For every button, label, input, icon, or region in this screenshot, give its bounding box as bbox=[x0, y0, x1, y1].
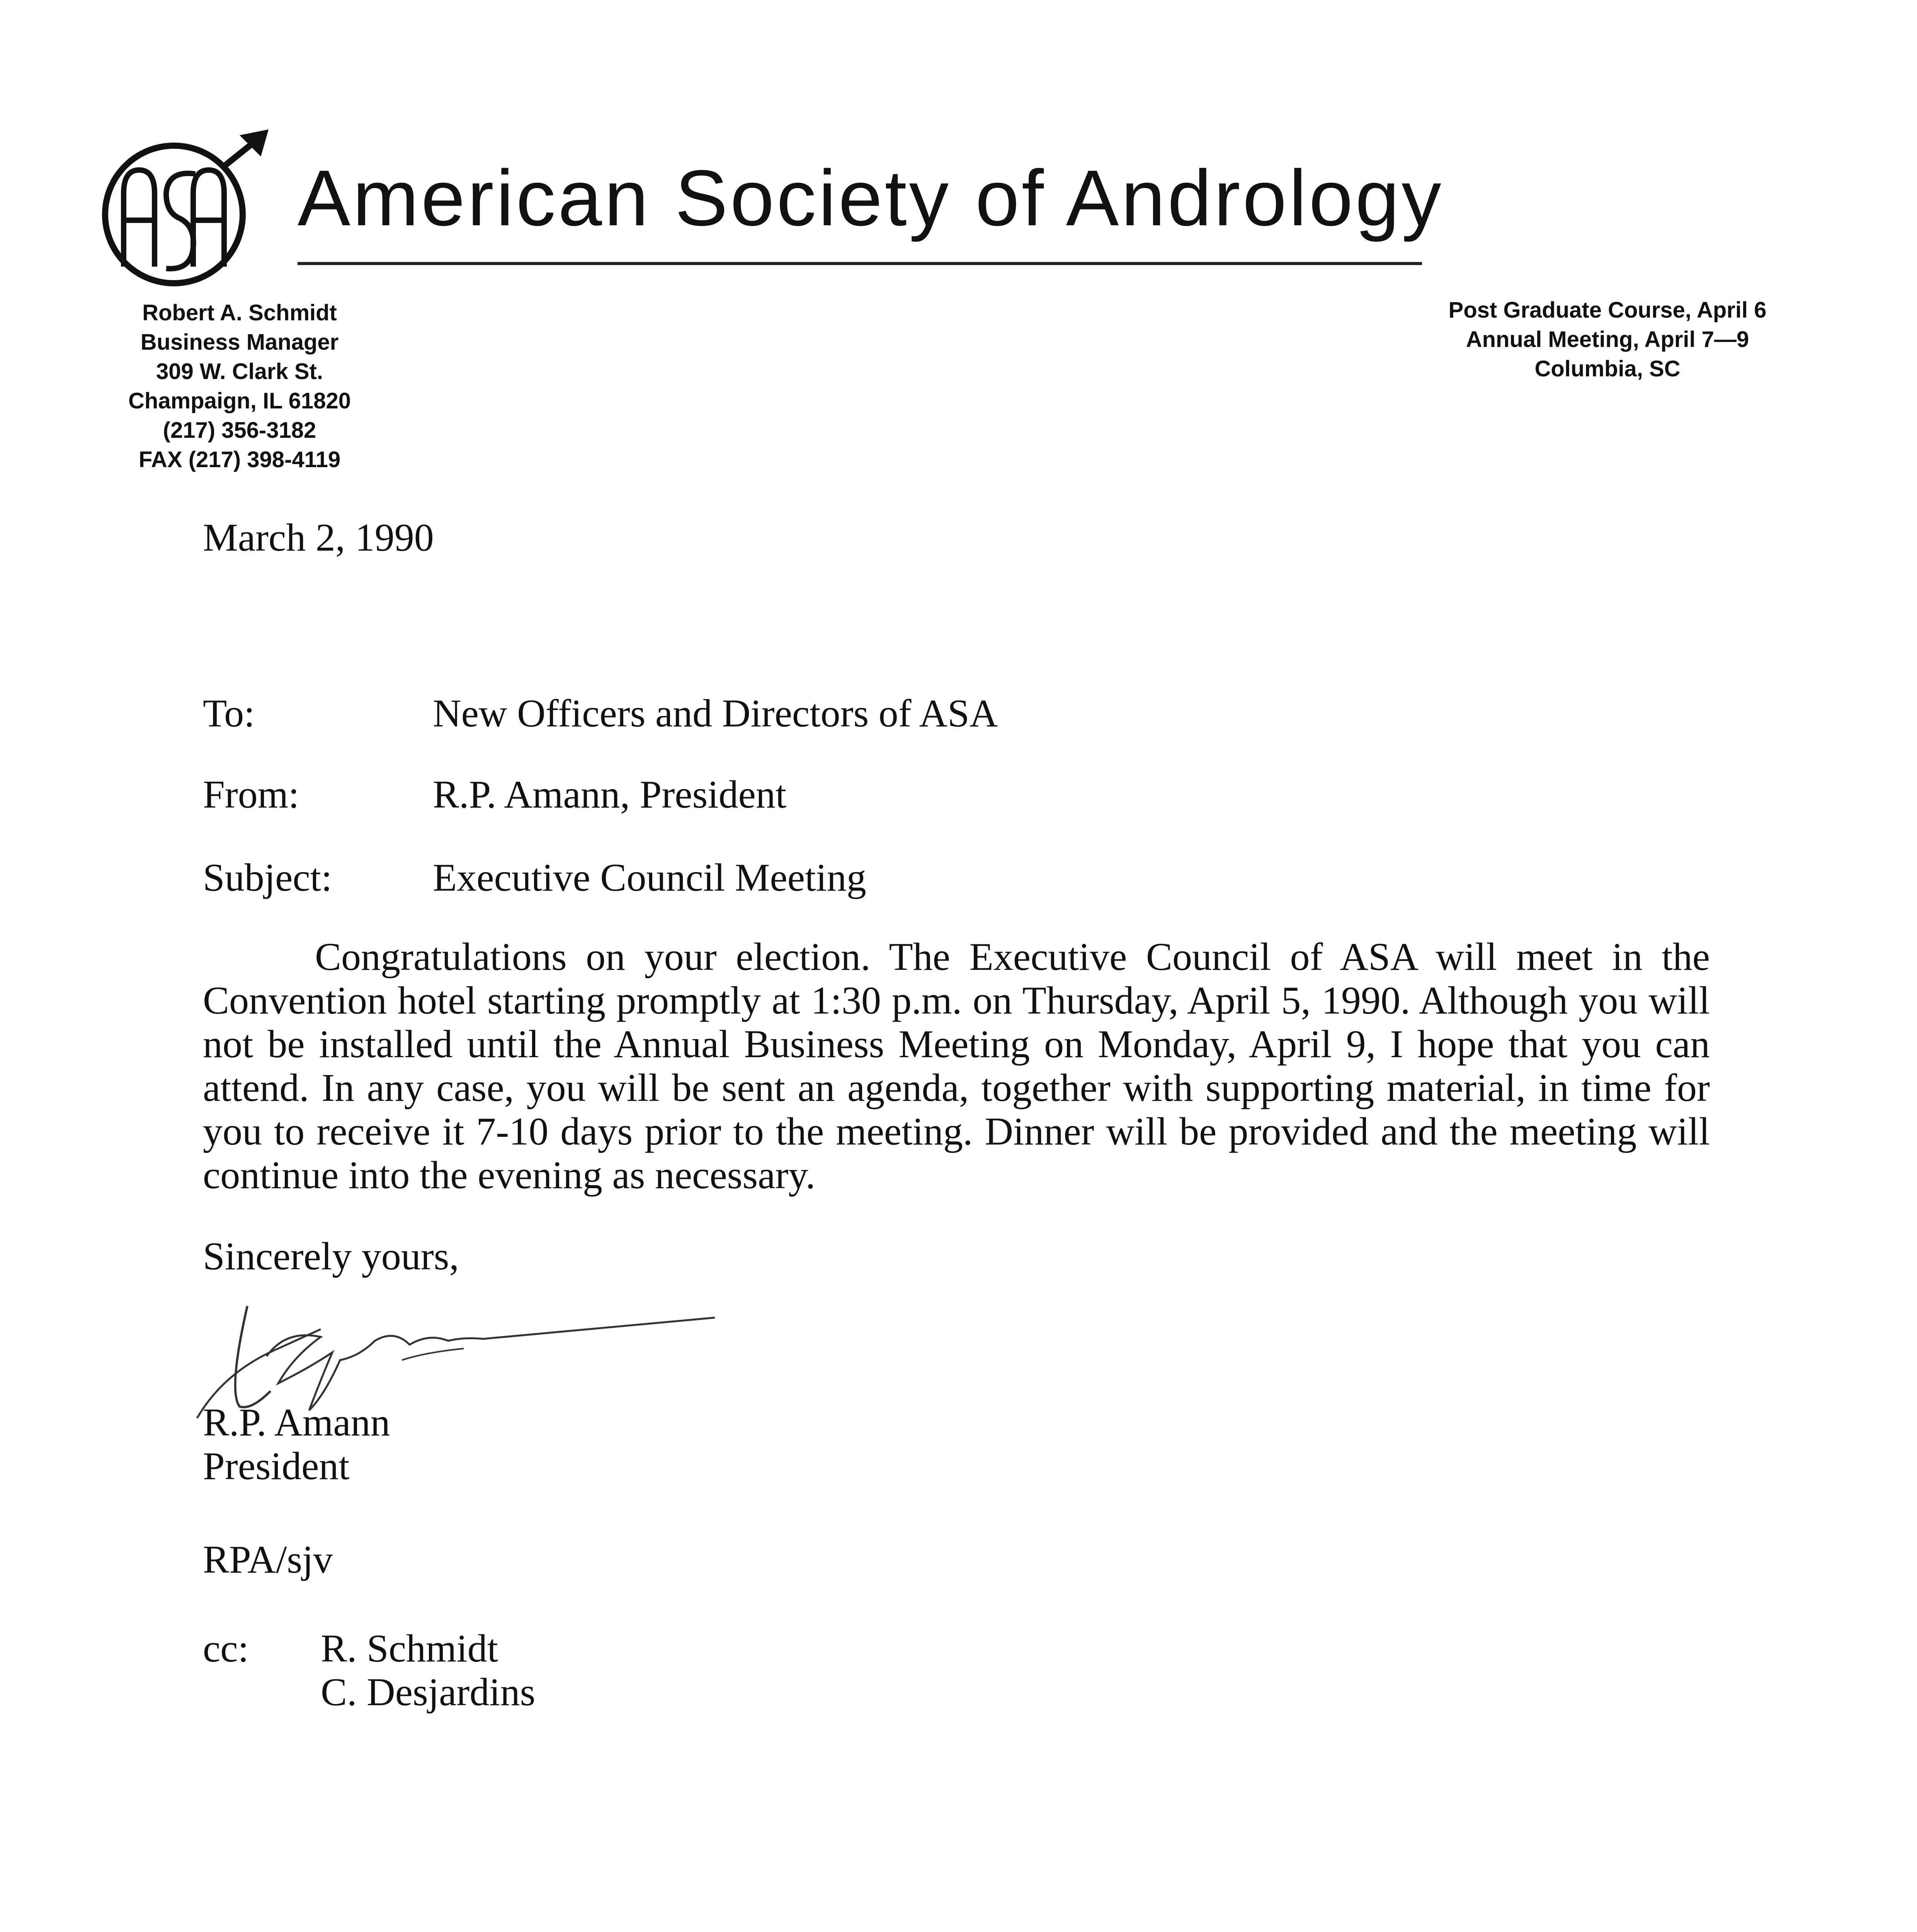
meeting-line: Annual Meeting, April 7—9 bbox=[1466, 327, 1749, 352]
cc-recipient: R. Schmidt bbox=[321, 1627, 498, 1670]
cc-label: cc: bbox=[203, 1627, 249, 1670]
body-paragraph-text: Congratulations on your election. The Executive Council of ASA will meet in the Convention hotel starting promptly at 1:30 p.m. on Thursday, April 5, 1990. Although you will not be installed until the Annual Business Meeting on Monday, April 9, I hope that you can attend. In any case, you will be sent an agenda, together with supporting material, in time for you to receive it 7-10 days prior to the meeting. Dinner will be provided and the meeting will continue into the evening as necessary. bbox=[203, 935, 1710, 1197]
from-value: R.P. Amann, President bbox=[433, 773, 787, 816]
meeting-info-block bbox=[1403, 296, 1812, 384]
manager-line: (217) 356-3182 bbox=[163, 418, 316, 443]
manager-line: Business Manager bbox=[140, 330, 339, 355]
from-label: From: bbox=[203, 773, 299, 816]
business-manager-block bbox=[97, 298, 383, 474]
subject-label: Subject: bbox=[203, 856, 332, 900]
typist-initials: RPA/sjv bbox=[203, 1538, 333, 1582]
organization-name: American Society of Andrology bbox=[298, 154, 1444, 242]
closing: Sincerely yours, bbox=[203, 1235, 459, 1278]
body-paragraph bbox=[203, 935, 1710, 1197]
letterhead-rule bbox=[298, 262, 1422, 265]
to-label: To: bbox=[203, 692, 255, 735]
manager-line: FAX (217) 398-4119 bbox=[138, 447, 341, 472]
signer-name: R.P. Amann bbox=[203, 1401, 390, 1444]
asa-logo bbox=[97, 120, 298, 290]
cc-recipient: C. Desjardins bbox=[321, 1670, 536, 1714]
to-value: New Officers and Directors of ASA bbox=[433, 692, 998, 735]
manager-line: Robert A. Schmidt bbox=[142, 300, 337, 325]
meeting-line: Post Graduate Course, April 6 bbox=[1448, 298, 1767, 323]
meeting-line: Columbia, SC bbox=[1534, 356, 1681, 381]
manager-line: 309 W. Clark St. bbox=[156, 359, 323, 384]
memo-date: March 2, 1990 bbox=[203, 516, 434, 560]
signer-title: President bbox=[203, 1444, 350, 1488]
manager-line: Champaign, IL 61820 bbox=[128, 388, 351, 413]
subject-value: Executive Council Meeting bbox=[433, 856, 866, 900]
